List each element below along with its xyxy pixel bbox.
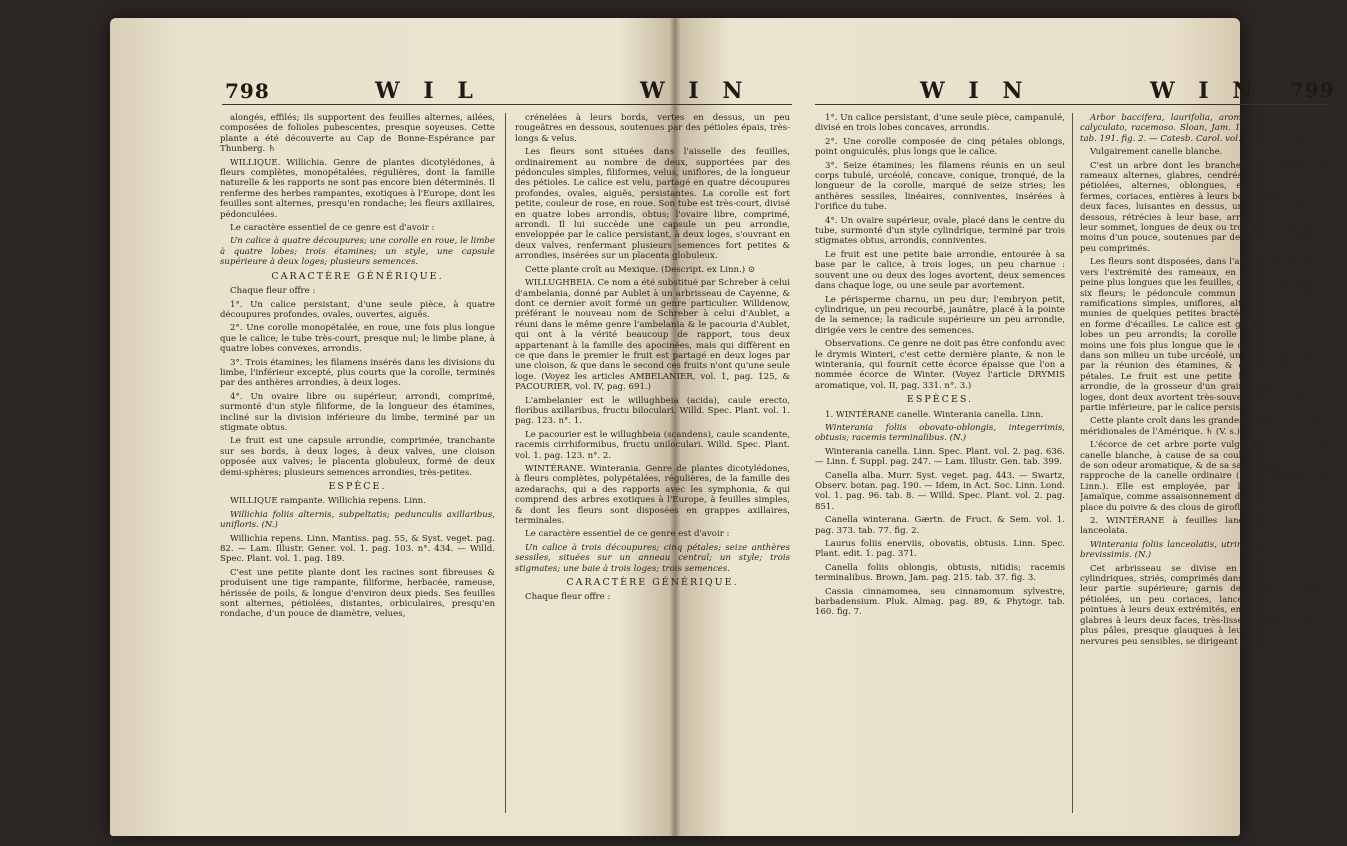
paragraph: Canella foliis oblongis, obtusis, nitidis; racemis terminalibus. Brown, Jam. pag. 215. tab. 37. fig. 3.: [815, 562, 1065, 584]
paragraph: Vulgairement canelle blanche.: [1090, 147, 1223, 158]
paragraph: Winterania foliis lanceolatis, utrinque acutis; racemis brevissimis. (N.): [1080, 539, 1330, 561]
left-running-head-2: W I N: [640, 78, 751, 104]
left-column-1: [220, 113, 495, 825]
paragraph: Cassia cinnamomea, seu cinnamomum sylvestre, barbadensium. Pluk. Almag. pag. 89, & Phytogr. tab. 160. fig. 7.: [815, 586, 1065, 618]
left-page-body: [220, 113, 790, 825]
paragraph: Willichia repens. Linn. Mantiss. pag. 55, & Syst. veget. pag. 82. — Lam. Illustr. Gener. vol. 1. pag. 103. n°. 434. — Willd. Spec. Plant. vol. 1. pag. 189.: [220, 533, 495, 565]
paragraph: L'ambelanier est le willughbeia (acida), caule erecto, floribus axillaribus, fructu biloculari. Willd. Spec. Plant. vol. 1. pag. 123. n°. 1.: [515, 395, 790, 427]
right-running-head-1: W I N: [920, 78, 1031, 104]
paragraph: 3°. Trois étamines; les filamens insérés dans les divisions du limbe, l'inférieur excepté, plus courts que la corolle, terminés par des anthères arrondies, à deux loges.: [220, 357, 495, 389]
paragraph: Un calice à trois découpures; cinq pétales; seize anthères sessiles, situées sur un anneau central; un style; trois stigmates; une baie à trois loges; trois semences.: [515, 542, 790, 574]
paragraph: Chaque fleur offre :: [525, 592, 611, 603]
right-column-2: [1080, 113, 1330, 825]
paragraph: WINTÉRANE. Winterania. Genre de plantes dicotylédones, à fleurs complètes, polypétalées, régulières, de la famille des azedarachs, qui a des rapports avec les symphonia, & qui comprend des arbres exotiques à l'Europe, à feuilles simples, & dont les fleurs sont disposées en grappes axillaires, terminales.: [515, 464, 790, 527]
left-column-2: [515, 113, 790, 825]
right-header-rule: [815, 104, 1330, 105]
paragraph: WILLUGHBEIA. Ce nom a été substitué par Schreber à celui d'ambelania, donné par Aublet à un arbrisseau de Cayenne, & dont ce dernier avoit formé un genre particulier. Willdenow, préférant le nouveau nom de Schreber à celui d'Aublet, a réuni dans le même genre l'ambelania & le pacouria d'Aublet, qui ont à la vérité beaucoup de rapport, tous deux appartenant à la famille des apocinées, mais qui diffèrent en ce que dans le premier le fruit est partagé en deux loges par une cloison, & que dans le second ces fruits n'ont qu'une seule loge. (Voyez les articles AMBELANIER, vol. 1, pag. 125, & PACOURIER, vol. IV, pag. 691.): [515, 278, 790, 393]
right-page-body: [815, 113, 1330, 825]
paragraph: Winterania canella. Linn. Spec. Plant. vol. 2. pag. 636. — Linn. f. Suppl. pag. 247. — Lam. Illustr. Gen. tab. 399.: [815, 446, 1065, 468]
section-heading: CARACTÈRE GÉNÉRIQUE.: [566, 577, 739, 589]
paragraph: 1°. Un calice persistant, d'une seule pièce, à quatre découpures profondes, ovales, ouvertes, aiguës.: [220, 299, 495, 320]
right-page-header: [815, 78, 1335, 106]
paragraph: Le périsperme charnu, un peu dur; l'embryon petit, cylindrique, un peu recourbé, jaunâtre, placé à la pointe de la semence; la radicule supérieure un peu arrondie, dirigée vers le centre des semences.: [815, 294, 1065, 336]
paragraph: 4°. Un ovaire supérieur, ovale, placé dans le centre du tube, surmonté d'un style cylindrique, terminé par trois stigmates obtus, arrondis, conniventes.: [815, 215, 1065, 247]
right-column-1: [815, 113, 1065, 825]
left-page-number: 798: [225, 79, 270, 103]
paragraph: alongés, effilés; ils supportent des feuilles alternes, ailées, composées de folioles pubescentes, presque soyeuses. Cette plante a été découverte au Cap de Bonne-Espérance par Thunberg. ♄: [220, 113, 495, 155]
paragraph: Cette plante croît dans les grandes forêts des contrées méridionales de l'Amérique. ♄ (V. s.): [1080, 416, 1330, 437]
right-running-head-2: W I N: [1150, 78, 1261, 104]
paragraph: L'écorce de cet arbre porte vulgairement le nom de canelle blanche, à cause de sa couleur d'un blanc-sale, de son odeur aromatique, & de sa saveur piquante qui la rapproche de la canelle ordinaire (laurus cinnamomum Linn.). Elle est employée, par les habitans de la Jamaïque, comme assaisonnement dans les ragoûts, à la place du poivre & des clous de girofle.: [1080, 440, 1330, 513]
section-heading: ESPÈCE.: [328, 481, 387, 492]
paragraph: Le caractère essentiel de ce genre est d'avoir :: [525, 529, 730, 540]
paragraph: Cet arbrisseau se divise en rameaux glabres, cylindriques, striés, comprimés dans leur jeunesse, vers leur partie supérieure; garnis de feuilles opposées, pétiolées, un peu coriaces, lancéolées, rétrécies & pointues à leurs deux extrémités, entières à leurs bords, glabres à leurs deux faces, très-lisses, vertes en dessus, plus pâles, presque glauques à leur face inférieure, à nervures peu sensibles, se dirigeant vers le sommet des: [1080, 563, 1330, 647]
paragraph: Willichia foliis alternis, subpeltatis; pedunculis axillaribus, unifloris. (N.): [220, 509, 495, 531]
section-heading: CARACTÈRE GÉNÉRIQUE.: [271, 270, 444, 282]
paragraph: Le pacourier est le willughbeia (scandens), caule scandente, racemis cirrhiformibus, fructu uniloculari. Willd. Spec. Plant. vol. 1. pag. 123. n°. 2.: [515, 429, 790, 461]
paragraph: 4°. Un ovaire libre ou supérieur, arrondi, comprimé, surmonté d'un style filiforme, de la longueur des étamines, incliné sur la division inférieure du limbe, terminé par un stigmate obtus.: [220, 391, 495, 433]
section-heading: ESPÈCES.: [906, 394, 974, 406]
paragraph: Un calice à quatre découpures; une corolle en roue, le limbe à quatre lobes; trois étamines; un style, une capsule supérieure à deux loges; plusieurs semences.: [220, 236, 495, 268]
paragraph: Laurus foliis enerviis, obovatis, obtusis. Linn. Spec. Plant. edit. 1. pag. 371.: [815, 539, 1065, 560]
paragraph: 2°. Une corolle monopétalée, en roue, une fois plus longue que le calice; le tube très-court, presque nul; le limbe plane, à quatre lobes convexes, arrondis.: [220, 323, 495, 355]
column-divider: [1072, 113, 1073, 813]
paragraph: WILLIQUE. Willichia. Genre de plantes dicotylédones, à fleurs complètes, monopétalées, régulières, dont la famille naturelle & les rapports ne sont pas encore bien déterminés. Il renferme des herbes rampantes, exotiques à l'Europe, dont les feuilles sont alternes, presqu'en rondache; les fleurs axillaires, pédonculées.: [220, 157, 495, 220]
paragraph: C'est une petite plante dont les racines sont fibreuses & produisent une tige rampante, filiforme, herbacée, rameuse, hérissée de poils, & longue d'environ deux pieds. Ses feuilles sont alternes, pétiolées, distantes, orbiculaires, presqu'en rondache, d'un pouce de diamètre, velues,: [220, 567, 495, 620]
paragraph: 1. WINTÉRANE canelle. Winterania canella. Linn.: [825, 409, 1044, 420]
paragraph: Le fruit est une capsule arrondie, comprimée, tranchante sur ses bords, à deux loges, à deux valves, une cloison opposée aux valves; le placenta globuleux, formé de deux demi-sphères; plusieurs semences arrondies, très-petites.: [220, 436, 495, 478]
paragraph: Les fleurs sont disposées, dans l'aisselle des feuilles & vers l'extrémité des rameaux, en grappes simples, à peine plus longues que les feuilles, chargées de quatre à six fleurs; le pédoncule commun divisé en quelques ramifications simples, uniflores, alternes ou opposées, munies de quelques petites bractées courtes, obtuses, en forme d'écailles. Le calice est glabre, court, à trois lobes un peu arrondis; la corolle blanche, petite, au moins une fois plus longue que le calice; elle renferme dans son milieu un tube urcéolé, un peu conique, formé par la réunion des étamines, & de la longueur des pétales. Le fruit est une petite baie ovale, un peu arrondie, de la grosseur d'un grain de poivre, à trois loges, dont deux avortent très-souvent, environnée, à sa partie inférieure, par le calice persistant.: [1080, 257, 1330, 413]
paragraph: crénelées à leurs bords, vertes en dessus, un peu rougeâtres en dessous, soutenues par des pétioles épais, très-longs & velus.: [515, 113, 790, 144]
paragraph: Les fleurs sont situées dans l'aisselle des feuilles, ordinairement au nombre de deux, supportées par des pédoncules simples, filiformes, velus, uniflores, de la longueur des pétioles. Le calice est velu, partagé en quatre découpures profondes, ovales, aiguës, persistantes. La corolle est fort petite, couleur de rose, en roue. Son tube est très-court, divisé en quatre lobes arrondis, obtus; l'ovaire libre, comprimé, arrondi. Il lui succède une capsule un peu arrondie, enveloppée par le calice persistant, à deux loges, s'ouvrant en deux valves, renfermant plusieurs semences fort petites & arrondies, insérées sur un placenta globuleux.: [515, 147, 790, 262]
paragraph: Observations. Ce genre ne doit pas être confondu avec le drymis Winteri, c'est cette dernière plante, & non le winterania, qui fournit cette écorce épaisse que l'on a nommée écorce de Winter. (Voyez l'article DRYMIS aromatique, vol. II, pag. 331. n°. 3.): [815, 339, 1065, 391]
paragraph: Le fruit est une petite baie arrondie, entourée à sa base par le calice, à trois loges, un peu charnue : souvent une ou deux des loges avortent, deux semences dans chaque loge, ou une seule par avortement.: [815, 249, 1065, 292]
paragraph: 1°. Un calice persistant, d'une seule pièce, campanulé, divisé en trois lobes concaves, arrondis.: [815, 113, 1065, 134]
left-header-rule: [222, 104, 792, 105]
paragraph: 2. WINTÉRANE à feuilles lancéolées. Winterania lanceolata.: [1080, 516, 1330, 537]
paragraph: Chaque fleur offre :: [230, 286, 316, 297]
paragraph: Arbor baccifera, laurifolia, aromatica, fructu viridi, calyculato, racemoso. Sloan, Jam. 165. hist. 2. pag. 87. tab. 191. fig. 2. — Catesb. Carol. vol. 1. pag. 50. tab. 50.: [1080, 113, 1330, 144]
paragraph: 2°. Une corolle composée de cinq pétales oblongs, point onguiculés, plus longs que le calice.: [815, 136, 1065, 158]
paragraph: 3°. Seize étamines; les filamens réunis en un seul corps tubulé, urcéolé, concave, conique, tronqué, de la longueur de la corolle, marqué de seize stries; les anthères sessiles, linéaires, conniventes, insérées à l'orifice du tube.: [815, 160, 1065, 213]
paragraph: Winterania foliis obovato-oblongis, integerrimis, obtusis; racemis terminalibus. (N.): [815, 422, 1065, 444]
paragraph: Canella alba. Murr. Syst. veget. pag. 443. — Swartz, Observ. botan. pag. 190. — Idem, in Act. Soc. Linn. Lond. vol. 1. pag. 96. tab. 8. — Willd. Spec. Plant. vol. 2. pag. 851.: [815, 470, 1065, 512]
paragraph: Le caractère essentiel de ce genre est d'avoir :: [230, 223, 435, 234]
paragraph: Cette plante croît au Mexique. (Descript. ex Linn.) ⊙: [525, 264, 756, 275]
column-divider: [505, 113, 506, 813]
paragraph: WILLIQUE rampante. Willichia repens. Linn.: [230, 496, 426, 507]
book-spread: [110, 18, 1335, 836]
paragraph: C'est un arbre dont les branches sont chargées de rameaux alternes, glabres, cendrés, garnis de feuilles pétiolées, alternes, oblongues, en ovale renversé, fermes, coriaces, entières à leurs bords, glabres à leurs deux faces, luisantes en dessus, un peu plus pâles en dessous, rétrécies à leur base, arrondies & obtuses à leur sommet, longues de deux ou trois pouces, larges au moins d'un pouce, soutenues par des pétioles courts, un peu comprimés.: [1080, 160, 1330, 254]
paragraph: Canella winterana. Gærtn. de Fruct. & Sem. vol. 1. pag. 373. tab. 77. fig. 2.: [815, 515, 1065, 536]
left-running-head-1: W I L: [375, 78, 481, 104]
left-page-header: [225, 78, 795, 106]
right-page-number: 799: [1290, 78, 1335, 102]
